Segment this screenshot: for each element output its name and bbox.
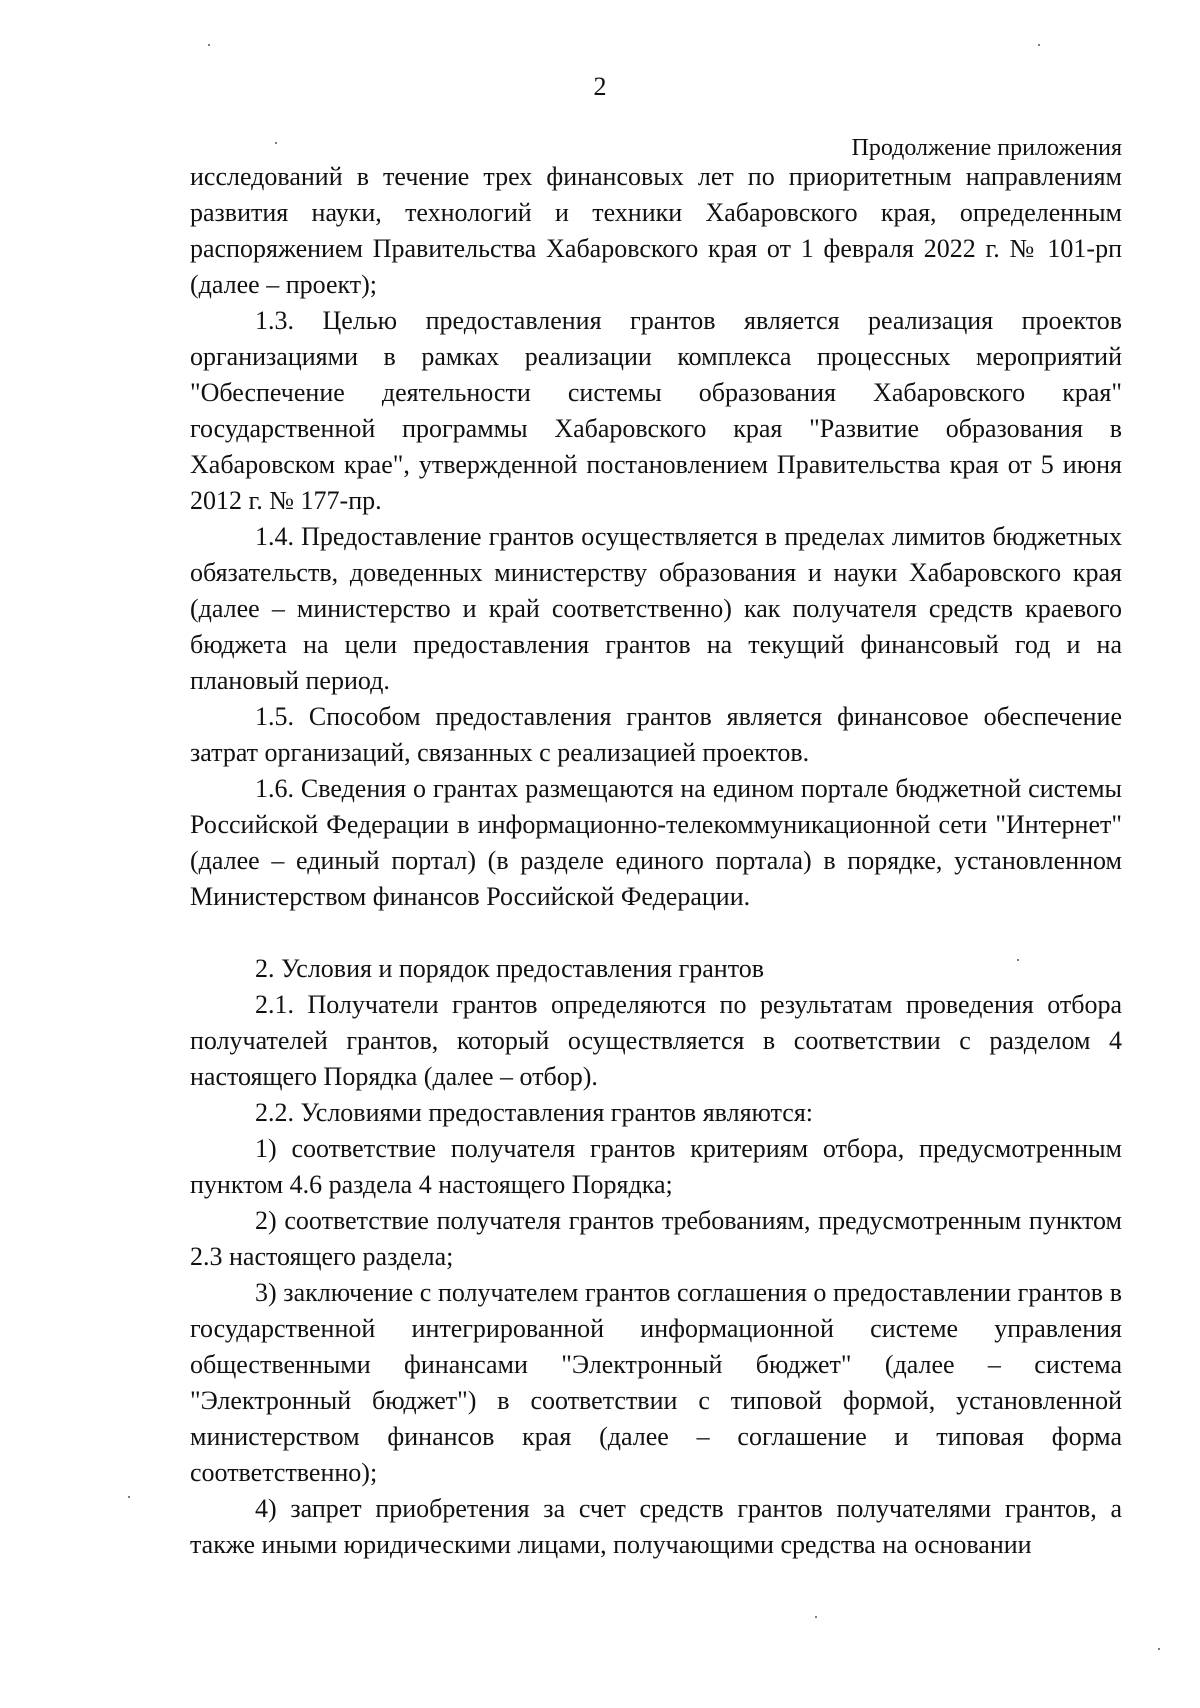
scan-speck	[1038, 44, 1040, 46]
paragraph-1-4: 1.4. Предоставление грантов осуществляется в пределах лимитов бюджетных обязательств, доведенных министерству образования и науки Хабаровского края (далее – министерство и край соответственно) как получателя средств краевого бюджета на цели предоставления грантов на текущий финансовый год и на плановый период.	[190, 522, 1122, 695]
page-number: 2	[593, 72, 607, 101]
scan-speck	[1158, 1648, 1160, 1650]
paragraph-1-5: 1.5. Способом предоставления грантов является финансовое обеспечение затрат организаций, связанных с реализацией проектов.	[190, 702, 1122, 767]
list-item-2: 2) соответствие получателя грантов требованиям, предусмотренным пунктом 2.3 настоящего раздела;	[190, 1206, 1122, 1271]
paragraph-1-6: 1.6. Сведения о грантах размещаются на едином портале бюджетной системы Российской Федерации в информационно-телекоммуникационной сети "Интернет" (далее – единый портал) (в разделе единого портала) в порядке, установленном Министерством финансов Российской Федерации.	[190, 774, 1122, 911]
list-item-1: 1) соответствие получателя грантов критериям отбора, предусмотренным пунктом 4.6 раздела 4 настоящего Порядка;	[190, 1134, 1122, 1199]
scan-speck	[208, 44, 210, 46]
paragraph-2-2: 2.2. Условиями предоставления грантов являются:	[255, 1098, 814, 1127]
paragraph-2-1: 2.1. Получатели грантов определяются по результатам проведения отбора получателей грантов, который осуществляется в соответствии с разделом 4 настоящего Порядка (далее – отбор).	[190, 990, 1122, 1091]
scan-speck	[275, 142, 277, 144]
list-item-3: 3) заключение с получателем грантов соглашения о предоставлении грантов в государственной интегрированной информационной системе управления общественными финансами "Электронный бюджет" (далее – система "Электронный бюджет") в соответствии с типовой формой, установленной министерством финансов края (далее – соглашение и типовая форма соответственно);	[190, 1278, 1122, 1487]
paragraph-continuation: исследований в течение трех финансовых лет по приоритетным направлениям развития науки, технологий и техники Хабаровского края, определенным распоряжением Правительства Хабаровского края от 1 февраля 2022 г. № 101-рп (далее – проект);	[190, 162, 1122, 299]
scan-speck	[815, 1616, 817, 1618]
section-heading-2: 2. Условия и порядок предоставления грантов	[255, 954, 764, 983]
list-item-4: 4) запрет приобретения за счет средств грантов получателями грантов, а также иными юридическими лицами, получающими средства на основании	[190, 1494, 1122, 1559]
paragraph-1-3: 1.3. Целью предоставления грантов является реализация проектов организациями в рамках реализации комплекса процессных мероприятий "Обеспечение деятельности системы образования Хабаровского края" государственной программы Хабаровского края "Развитие образования в Хабаровском крае", утвержденной постановлением Правительства края от 5 июня 2012 г. № 177-пр.	[190, 306, 1122, 515]
document-body	[190, 159, 1122, 1563]
scan-speck	[1017, 959, 1019, 961]
running-header: Продолжение приложения	[851, 135, 1122, 161]
scan-speck	[128, 1496, 130, 1498]
